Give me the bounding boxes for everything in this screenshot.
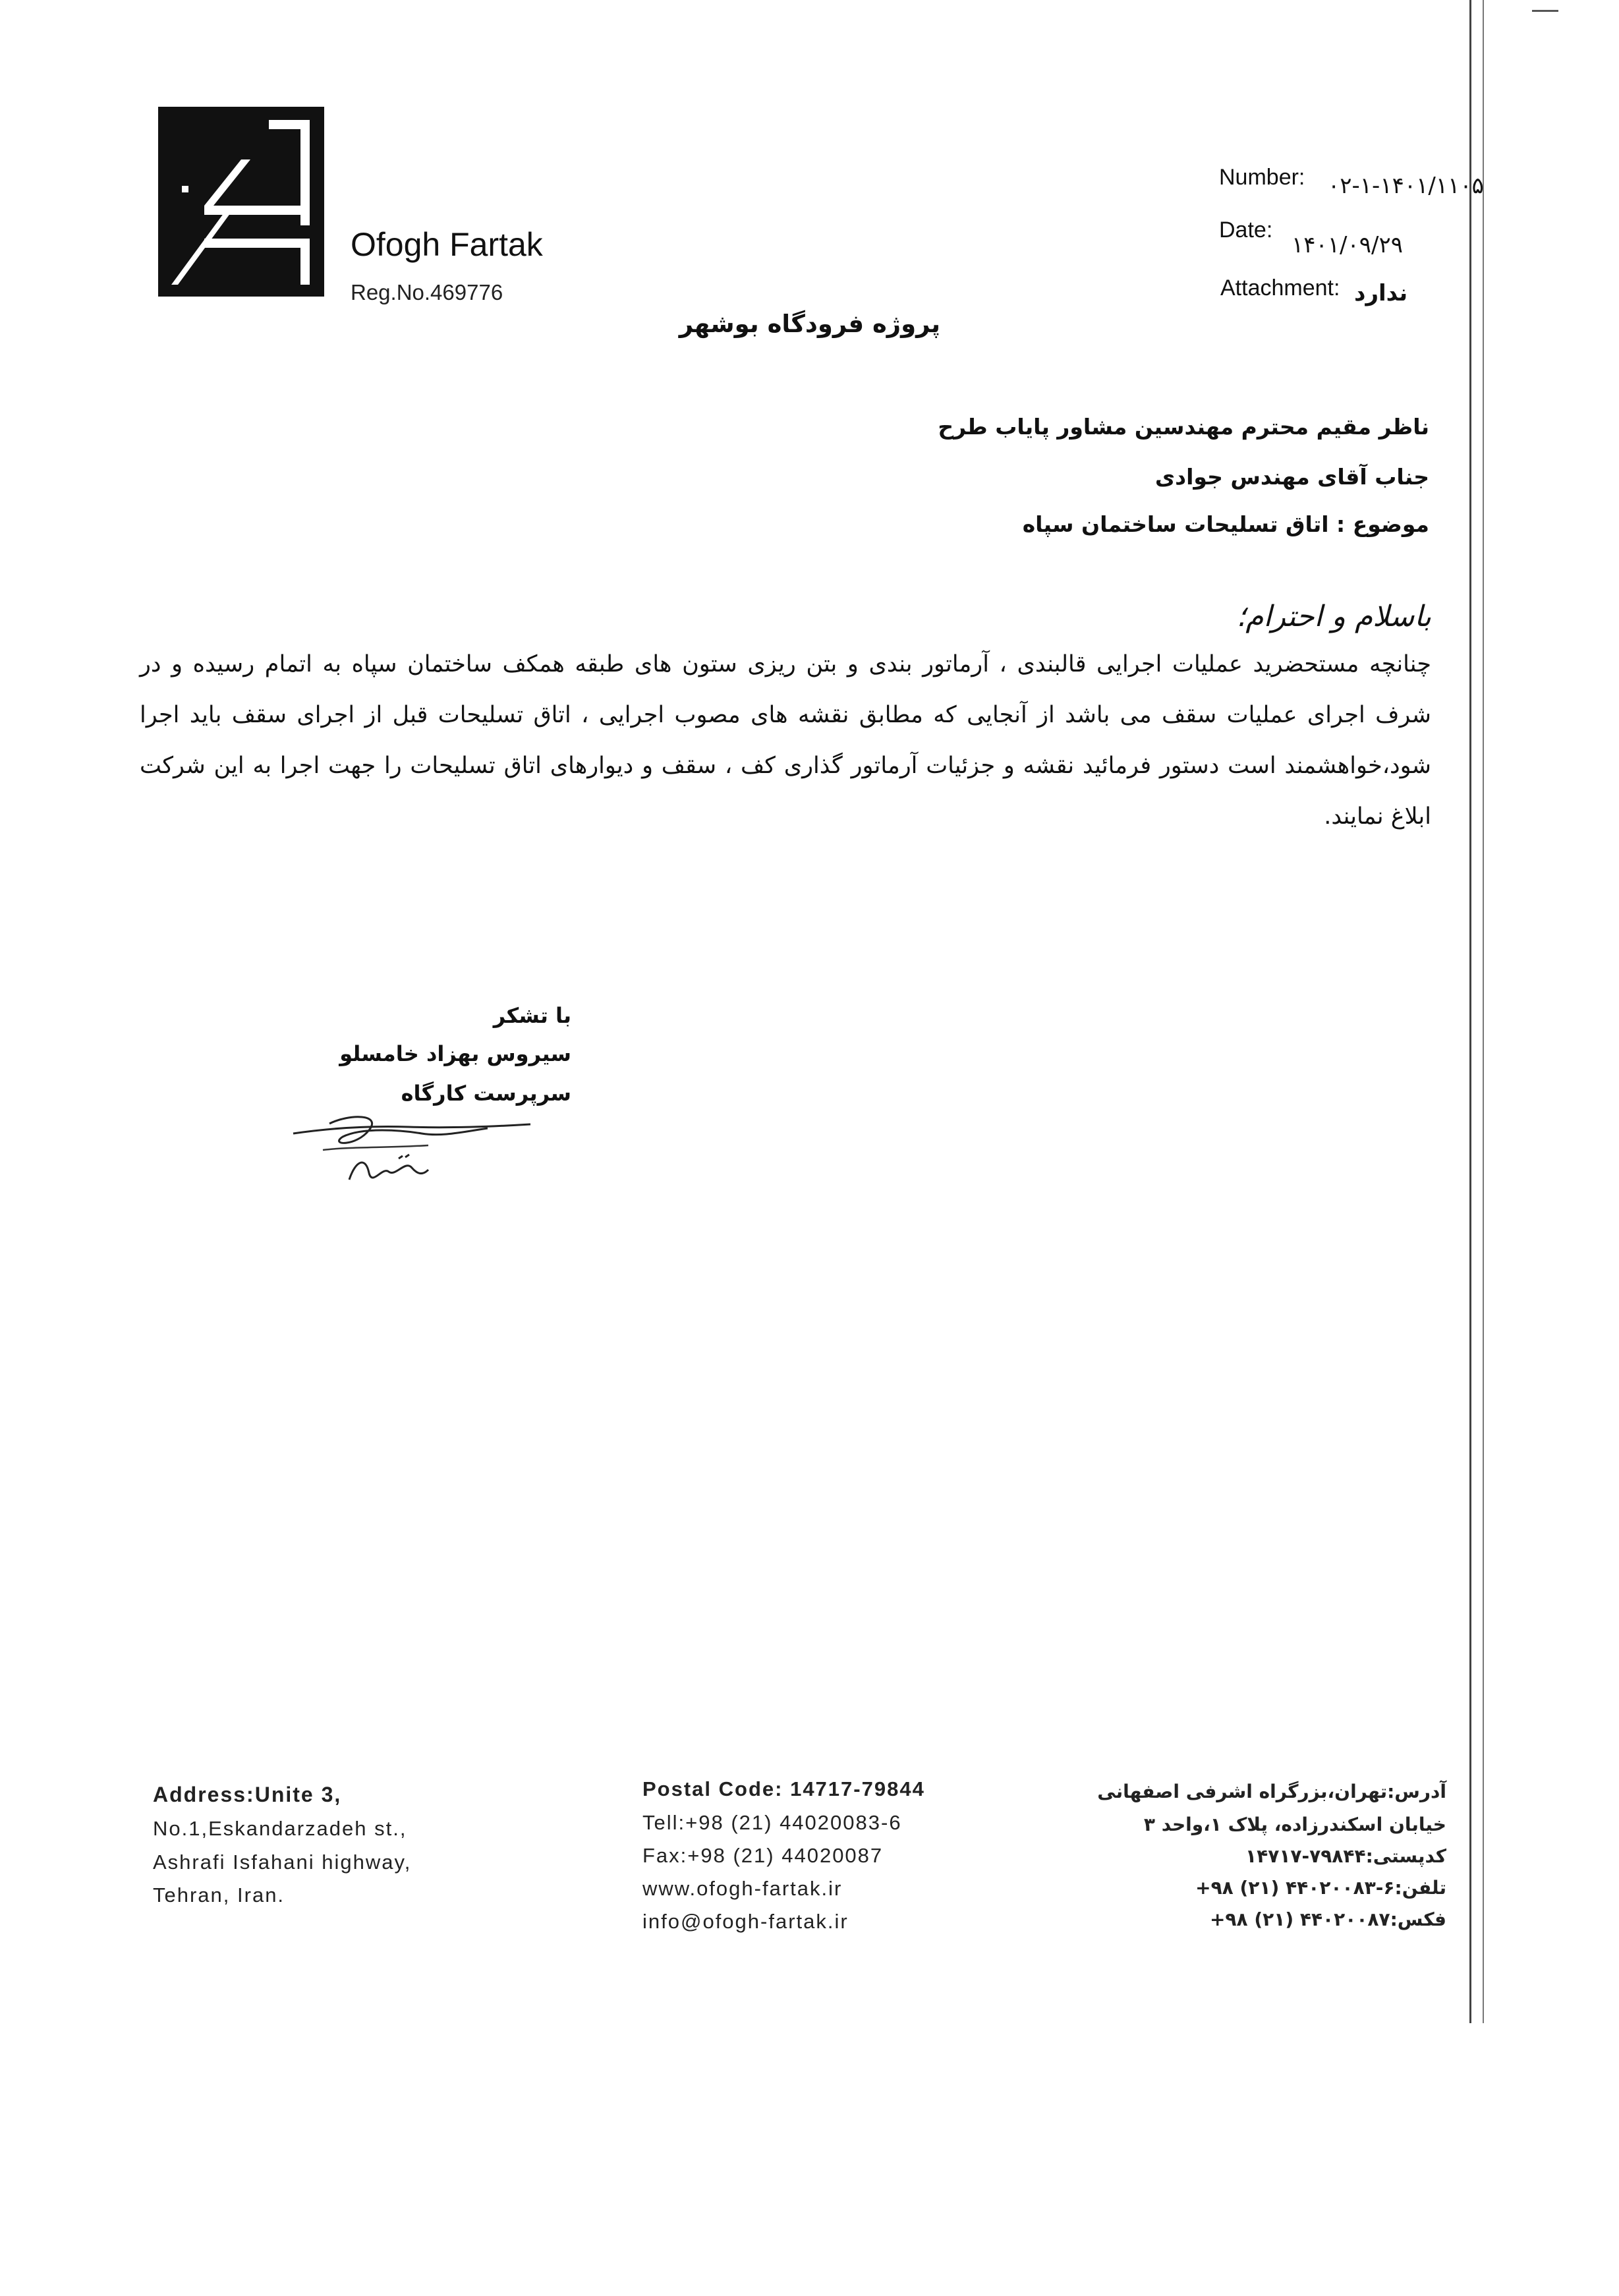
recipient-name: جناب آقای مهندس جوادی — [1154, 464, 1429, 490]
address-fa-line: خیابان اسکندرزاده، پلاک ۱،واحد ۳ — [1143, 1814, 1446, 1835]
signer-title: سرپرست کارگاه — [401, 1081, 571, 1106]
number-value: ۰۲-۱-۱۴۰۱/۱۱۰۵ — [1328, 173, 1484, 199]
closing: با تشکر — [493, 1003, 571, 1028]
postal-code: Postal Code: 14717-79844 — [642, 1777, 925, 1800]
address-fa-line: فکس:۴۴۰۲۰۰۸۷ (۲۱) ۹۸+ — [1209, 1909, 1446, 1930]
registration-number: Reg.No.469776 — [351, 280, 503, 304]
attachment-value: ندارد — [1354, 280, 1408, 306]
company-logo — [158, 107, 324, 297]
address-fa-line: آدرس:تهران،بزرگراه اشرفی اصفهانی — [1097, 1781, 1446, 1802]
email: info@ofogh-fartak.ir — [642, 1910, 849, 1933]
handwritten-signature — [290, 1094, 534, 1193]
recipient-line: ناظر مقیم محترم مهندسین مشاور پایاب طرح — [938, 414, 1429, 440]
phone: Tell:+98 (21) 44020083-6 — [642, 1811, 902, 1834]
greeting: باسلام و احترام؛ — [1236, 600, 1431, 633]
subject-line: موضوع : اتاق تسلیحات ساختمان سپاه — [1022, 511, 1429, 537]
signer-name: سیروس بهزاد خامسلو — [339, 1041, 571, 1066]
date-label: Date: — [1219, 217, 1273, 243]
address-en-line: Tehran, Iran. — [153, 1883, 285, 1907]
number-label: Number: — [1219, 165, 1305, 190]
address-fa-line: کدپستی:۷۹۸۴۴-۱۴۷۱۷ — [1245, 1845, 1446, 1867]
scan-edge-mark — [1532, 10, 1558, 12]
company-name: Ofogh Fartak — [351, 226, 543, 263]
date-value: ۱۴۰۱/۰۹/۲۹ — [1292, 232, 1404, 258]
address-fa-line: تلفن:۶-۴۴۰۲۰۰۸۳ (۲۱) ۹۸+ — [1195, 1877, 1446, 1899]
website: www.ofogh-fartak.ir — [642, 1877, 843, 1900]
address-en-line: No.1,Eskandarzadeh st., — [153, 1817, 407, 1840]
project-title: پروژه فرودگاه بوشهر — [679, 310, 940, 338]
address-en-line: Address:Unite 3, — [153, 1783, 342, 1806]
attachment-label: Attachment: — [1220, 275, 1340, 301]
scan-edge-line — [1483, 0, 1484, 2023]
scan-edge-line — [1469, 0, 1471, 2023]
fax: Fax:+98 (21) 44020087 — [642, 1844, 884, 1867]
address-en-line: Ashrafi Isfahani highway, — [153, 1851, 412, 1874]
letter-body: چنانچه مستحضرید عملیات اجرایی قالبندی ، آرماتور بندی و بتن ریزی ستون های طبقه همکف ساختمان سپاه به اتمام رسیده و در شرف اجرای عملیات سقف می باشد از آنجایی که مطابق نقشه های مصوب اجرایی ، اتاق تسلیحات قبل از اجرای سقف باید اجرا شود،خواهشمند است دستور فرمائید نقشه و جزئیات آرماتور گذاری کف ، سقف و دیوارهای اتاق تسلیحات را جهت اجرا به این شرکت ابلاغ نمایند. — [140, 651, 1431, 830]
